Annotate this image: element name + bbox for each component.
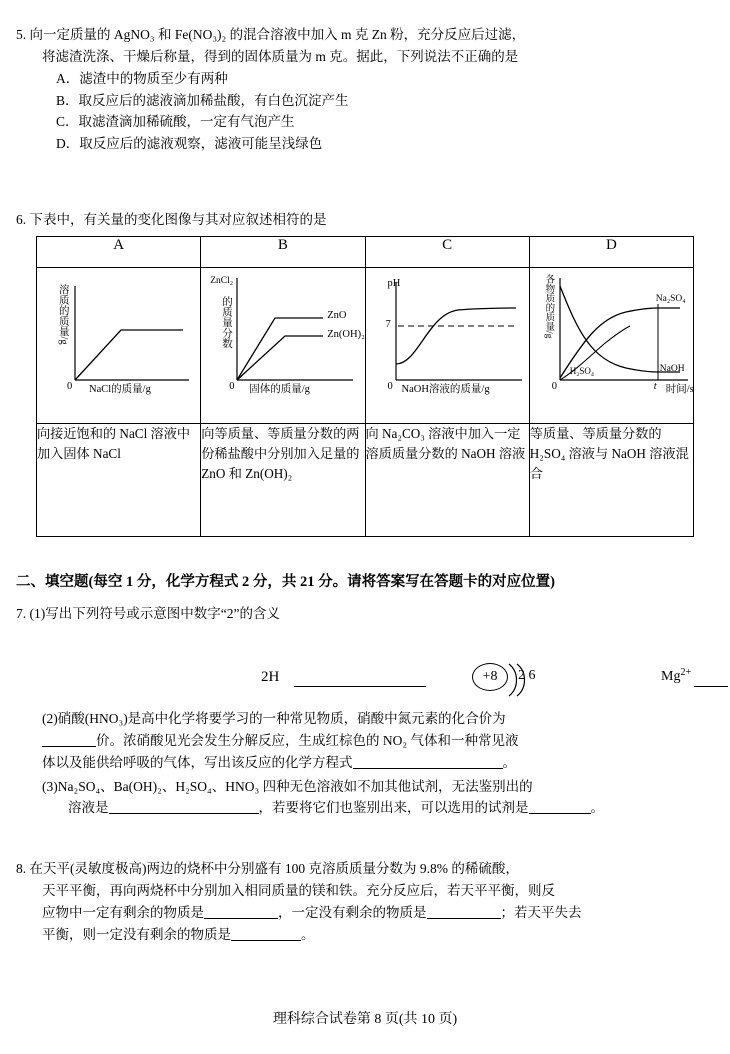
figure-d-series-h2so4: H₂SO₄ <box>569 366 595 376</box>
figure-b-origin: 0 <box>229 381 235 392</box>
figure-b-series-znoh2: Zn(OH)₂ <box>327 329 365 340</box>
q8-line3: 应物中一定有剩余的物质是 ，一定没有剩余的物质是 ；若天平失去 <box>42 904 582 920</box>
q7-part1: (1)写出下列符号或示意图中数字“2”的含义 <box>29 606 280 621</box>
answer-blank-mg[interactable] <box>694 686 728 687</box>
q8-line1: 8. 在天平(灵敏度极高)两边的烧杯中分别盛有 100 克溶质质量分数为 9.8% 的稀硫酸， <box>16 861 519 876</box>
q6-table <box>36 236 694 537</box>
figure-b-xlabel: 固体的质量/g <box>249 384 310 395</box>
question-7-parts <box>16 708 716 819</box>
figure-d-ylabel: 各物质的质量/g <box>543 274 554 339</box>
figure-cell-a <box>37 268 201 424</box>
q5-option-b: B．取反应后的滤液滴加稀盐酸，有白色沉淀产生 <box>56 92 349 108</box>
figure-d-origin: 0 <box>551 381 557 392</box>
q5-option-a: A．滤渣中的物质至少有两种 <box>56 70 228 86</box>
answer-blank-2h[interactable] <box>294 686 426 687</box>
figure-b-ylabel: 的质量分数 <box>221 296 232 349</box>
question-5 <box>16 24 716 155</box>
figure-b-series-zno: ZnO <box>327 310 347 321</box>
question-7 <box>16 603 716 625</box>
column-header-b: B <box>201 237 365 268</box>
q6-number: 6. <box>16 212 27 227</box>
answer-blank-unbalanced[interactable] <box>231 926 301 941</box>
q5-option-d: D．取反应后的滤液观察，滤液可能呈浅绿色 <box>56 136 323 152</box>
q8-number: 8. <box>16 861 27 876</box>
figure-c-plot <box>366 268 530 423</box>
symbol-2h: 2H <box>261 669 280 685</box>
table-description-row <box>37 424 694 537</box>
figure-a <box>37 268 200 423</box>
figure-d-xtick: t <box>653 381 657 392</box>
column-header-a: A <box>37 237 201 268</box>
description-d: 等质量、等质量分数的 H₂SO₄ 溶液与 NaOH 溶液混合 <box>529 424 693 537</box>
figure-cell-c <box>365 268 529 424</box>
column-header-d: D <box>529 237 693 268</box>
figure-c-ylabel: pH <box>387 278 401 289</box>
description-c: 向 Na₂CO₃ 溶液中加入一定溶质质量分数的 NaOH 溶液 <box>365 424 529 537</box>
figure-d-series-naoh: NaOH <box>659 364 685 374</box>
figure-cell-d <box>529 268 693 424</box>
q5-option-c: C．取滤渣滴加稀硫酸，一定有气泡产生 <box>56 114 295 130</box>
figure-d-xlabel: 时间/s <box>665 384 694 395</box>
figure-b-ylabel-top: ZnCl₂ <box>210 276 234 286</box>
symbol-shell-electrons: 2 6 <box>518 668 536 683</box>
answer-blank-reagent[interactable] <box>529 800 591 815</box>
question-8 <box>16 858 716 945</box>
q8-line2: 天平平衡，再向两烧杯中分别加入相同质量的镁和铁。充分反应后，若天平平衡，则反 <box>42 882 555 898</box>
figure-c <box>366 268 529 423</box>
figure-cell-b <box>201 268 365 424</box>
q5-stem-line2: 将滤渣洗涤、干燥后称量，得到的固体质量为 m 克。据此，下列说法不正确的是 <box>42 48 519 64</box>
figure-a-xlabel: NaCl的质量/g <box>89 384 151 395</box>
section-2-title: 二、填空题(每空 1 分，化学方程式 2 分，共 21 分。请将答案写在答题卡的对应位置) <box>16 574 555 590</box>
question-6 <box>16 209 716 231</box>
table-figure-row <box>37 268 694 424</box>
figure-b <box>201 268 364 423</box>
answer-blank-solution[interactable] <box>109 800 259 815</box>
description-b: 向等质量、等质量分数的两份稀盐酸中分别加入足量的 ZnO 和 Zn(OH)₂ <box>201 424 365 537</box>
figure-c-xlabel: NaOH溶液的质量/g <box>401 384 490 395</box>
q7-part1-line <box>16 603 716 625</box>
figure-d <box>530 268 693 423</box>
table-header-row <box>37 237 694 268</box>
figure-d-series-na2so4: Na₂SO₄ <box>655 294 686 304</box>
atom-nucleus-circle: +8 <box>472 663 508 691</box>
column-header-c: C <box>365 237 529 268</box>
page-footer: 理科综合试卷第 8 页(共 10 页) <box>272 1012 458 1027</box>
q5-number-and-stem <box>16 24 716 46</box>
q6-stem: 下表中，有关量的变化图像与其对应叙述相符的是 <box>29 212 327 227</box>
symbol-mg-ion: $Mg^{2+}$ <box>661 667 692 684</box>
figure-c-ytick: 7 <box>385 319 391 330</box>
description-a: 向接近饱和的 NaCl 溶液中加入固体 NaCl <box>37 424 201 537</box>
q7-part2-line2: 价。浓硝酸见光会发生分解反应，生成红棕色的 NO₂ 气体和一种常见液 <box>42 730 716 752</box>
q7-number: 7. <box>16 606 27 621</box>
q7-part3-line2: 溶液是 ，若要将它们也鉴别出来，可以选用的试剂是 。 <box>68 800 604 816</box>
q8-line4: 平衡，则一定没有剩余的物质是 。 <box>42 926 315 942</box>
q7-symbol-row <box>16 655 716 701</box>
answer-blank-equation[interactable] <box>353 754 503 769</box>
answer-blank-remaining[interactable] <box>204 904 278 919</box>
answer-blank-none-remaining[interactable] <box>427 904 501 919</box>
figure-a-ylabel: 溶质的质量/g <box>57 284 69 345</box>
figure-c-origin: 0 <box>387 381 393 392</box>
q7-part3-line1: (3)Na₂SO₄、Ba(OH)₂、H₂SO₄、HNO₃ 四种无色溶液如不加其他试剂，无法鉴别出的 <box>42 778 533 794</box>
q7-part2-line1: (2)硝酸(HNO₃)是高中化学将要学习的一种常见物质，硝酸中氮元素的化合价为 <box>42 711 506 726</box>
answer-blank-valence[interactable] <box>42 732 96 747</box>
q5-number: 5. <box>16 27 27 42</box>
figure-d-plot <box>530 268 694 423</box>
q7-part2-line3: 体以及能供给呼吸的气体，写出该反应的化学方程式 。 <box>42 754 516 770</box>
q5-stem-line1: 向一定质量的 AgNO₃ 和 Fe(NO₃)₂ 的混合溶液中加入 m 克 Zn 粉，充分反应后过滤， <box>29 27 526 42</box>
figure-a-origin: 0 <box>67 381 73 392</box>
